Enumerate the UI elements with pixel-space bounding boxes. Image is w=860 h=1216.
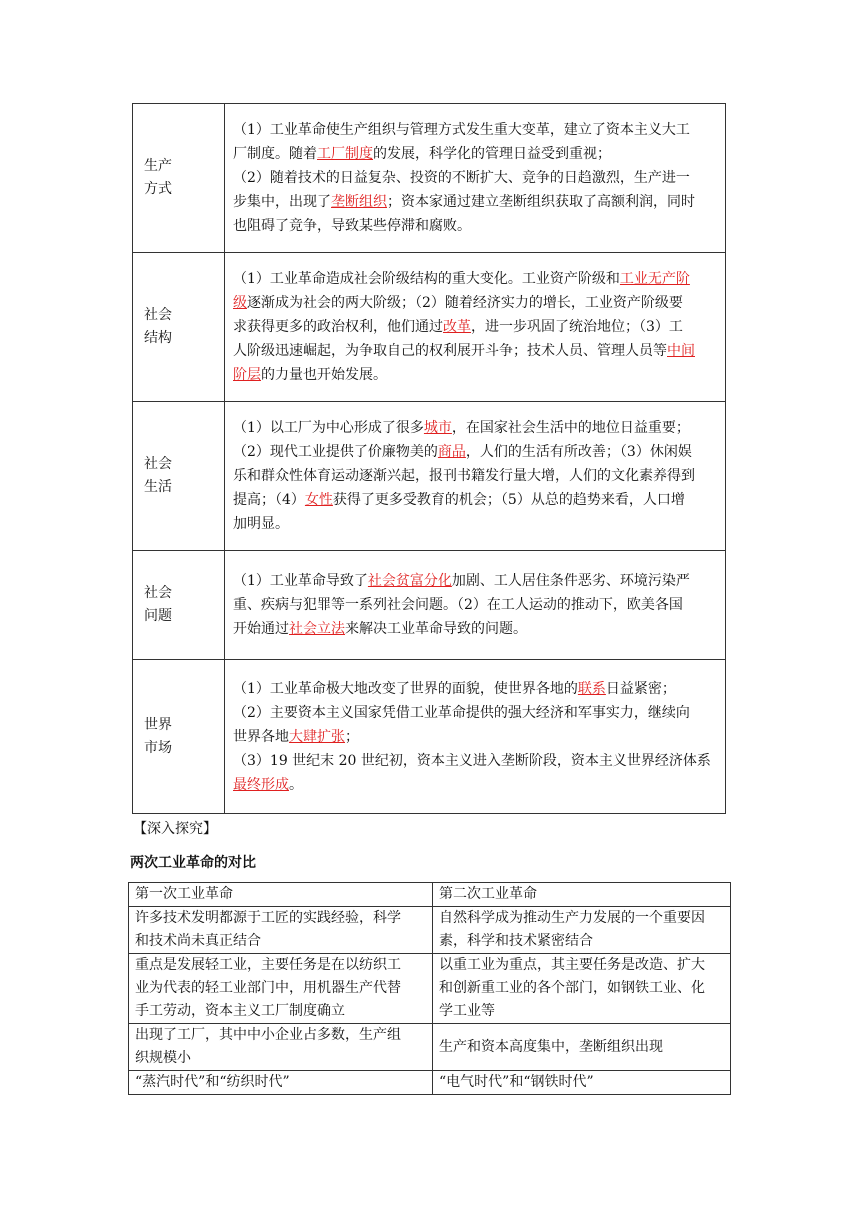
cell-line: 和技术尚未真正结合 (135, 933, 261, 949)
text-segment: （1）工业革命极大地改变了世界的面貌，使世界各地的 (233, 680, 578, 697)
text-segment: 加剧、工人居住条件恶劣、环境污染严 (451, 573, 690, 589)
row-content (225, 660, 726, 814)
content-line (233, 166, 719, 190)
row-content (225, 551, 726, 660)
text-segment: 人阶级迅速崛起，为争取自己的权利展开斗争；技术人员、管理人员等 (233, 343, 667, 359)
cell-line: “电气时代”和“钢铁时代” (439, 1074, 594, 1090)
content-line (233, 339, 719, 363)
text-segment: 日益紧密； (605, 680, 676, 697)
text-segment: 重、疾病与犯罪等一系列社会问题。（2）在工人运动的推动下，欧美各国 (233, 597, 683, 613)
comparison-row (129, 907, 731, 954)
content-line (233, 440, 719, 464)
cell-line: “蒸汽时代”和“纺织时代” (135, 1074, 290, 1090)
table-row-world-market (133, 660, 726, 814)
content-line (233, 142, 719, 166)
content-line (233, 677, 719, 701)
text-segment: 也阻碍了竞争，导致某些停滞和腐败。 (233, 218, 471, 234)
content-line (233, 118, 719, 142)
text-segment: （1）工业革命导致了 (233, 573, 368, 589)
second-revolution-cell (433, 1024, 731, 1071)
comparison-row (129, 1024, 731, 1071)
row-content (225, 104, 726, 253)
text-segment: 来解决工业革命导致的问题。 (345, 621, 527, 637)
text-segment: 的力量也开始发展。 (261, 367, 387, 383)
text-segment: ，进一步巩固了统治地位；（3）工 (471, 319, 683, 335)
second-revolution-cell (433, 954, 731, 1024)
content-line (233, 512, 719, 536)
content-line (233, 749, 719, 773)
row-label: 社会 结构 (133, 253, 225, 402)
text-segment: 获得了更多受教育的机会；（5）从总的趋势来看，人口增 (332, 492, 685, 508)
highlighted-term: 中间 (667, 343, 695, 359)
content-line (233, 488, 719, 512)
highlighted-term: 工业无产阶 (619, 271, 690, 287)
comparison-row (129, 954, 731, 1024)
cell-line: 以重工业为重点，其主要任务是改造、扩大 (439, 957, 705, 973)
text-segment: 厂制度。随着 (233, 146, 317, 162)
comparison-title: 两次工业革命的对比 (130, 855, 256, 871)
text-segment: ，人们的生活有所改善；（3）休闲娱 (465, 444, 692, 460)
row-label: 社会 生活 (133, 402, 225, 551)
content-line (233, 593, 719, 617)
content-line (233, 617, 719, 641)
text-segment: （2）主要资本主义国家凭借工业革命提供的强大经济和军事实力，继续向 (233, 704, 690, 721)
table-row-social-problems (133, 551, 726, 660)
text-segment: （1）工业革命使生产组织与管理方式发生重大变革，建立了资本主义大工 (233, 122, 690, 138)
cell-line: 学工业等 (439, 1003, 495, 1019)
text-segment: （2）随着技术的日益复杂、投资的不断扩大、竞争的日趋激烈，生产进一 (233, 170, 690, 186)
section-heading: 【深入探究】 (133, 821, 217, 837)
highlighted-term: 最终形成 (233, 776, 289, 793)
text-segment: ；资本家通过建立垄断组织获取了高额利润，同时 (387, 194, 695, 210)
second-revolution-cell (433, 1071, 731, 1095)
text-segment: 世界各地 (233, 728, 289, 745)
text-segment: 求获得更多的政治权利，他们通过 (233, 319, 443, 335)
highlighted-term: 阶层 (233, 367, 261, 383)
content-line (233, 464, 719, 488)
cell-line: 自然科学成为推动生产力发展的一个重要因 (439, 910, 705, 926)
highlighted-term: 城市 (423, 420, 452, 436)
first-revolution-cell (129, 1071, 433, 1095)
text-segment: （1）以工厂为中心形成了很多 (233, 420, 424, 436)
text-segment: 。 (289, 776, 303, 793)
content-line (233, 569, 719, 593)
text-segment: 加明显。 (233, 516, 289, 532)
content-line (233, 416, 719, 440)
highlighted-term: 联系 (577, 680, 606, 697)
highlighted-term: 垄断组织 (331, 194, 387, 210)
highlighted-term: 社会立法 (289, 621, 345, 637)
table-row-social-life (133, 402, 726, 551)
cell-line: 生产和资本高度集中，垄断组织出现 (439, 1038, 663, 1055)
highlighted-term: 大肆扩张 (289, 728, 345, 745)
table-row-production (133, 104, 726, 253)
cell-line: 许多技术发明都源于工匠的实践经验，科学 (135, 910, 401, 926)
text-segment: ，在国家社会生活中的地位日益重要； (451, 420, 690, 436)
cell-line: 和创新重工业的各个部门，如钢铁工业、化 (439, 980, 705, 996)
first-revolution-cell (129, 883, 433, 907)
comparison-row (129, 1071, 731, 1095)
content-line (233, 363, 719, 387)
text-segment: 乐和群众性体育运动逐渐兴起，报刊书籍发行量大增，人们的文化素养得到 (233, 468, 695, 484)
text-segment: 的发展，科学化的管理日益受到重视； (373, 146, 611, 162)
cell-line: 第一次工业革命 (135, 886, 233, 902)
highlighted-term: 女性 (304, 492, 333, 508)
row-label: 生产 方式 (133, 104, 225, 253)
first-revolution-cell (129, 1024, 433, 1071)
content-line (233, 214, 719, 238)
highlighted-term: 社会贫富分化 (367, 573, 452, 589)
cell-line: 织规模小 (135, 1050, 191, 1066)
first-revolution-cell (129, 907, 433, 954)
highlighted-term: 级 (233, 295, 247, 311)
text-segment: 逐渐成为社会的两大阶级；（2）随着经济实力的增长，工业资产阶级要 (247, 295, 683, 311)
text-segment: （2）现代工业提供了价廉物美的 (233, 444, 438, 460)
row-label: 社会 问题 (133, 551, 225, 660)
text-segment: ； (345, 728, 359, 745)
text-segment: 提高；（4） (233, 492, 305, 508)
cell-line: 手工劳动，资本主义工厂制度确立 (135, 1003, 345, 1019)
content-line (233, 267, 719, 291)
row-label: 世界 市场 (133, 660, 225, 814)
row-content (225, 402, 726, 551)
content-line (233, 190, 719, 214)
cell-line: 素，科学和技术紧密结合 (439, 933, 593, 949)
comparison-table (128, 882, 731, 1095)
table-row-social-structure (133, 253, 726, 402)
cell-line: 出现了工厂，其中中小企业占多数，生产组 (135, 1027, 401, 1043)
cell-line: 业为代表的轻工业部门中，用机器生产代替 (135, 980, 401, 996)
text-segment: 步集中，出现了 (233, 194, 331, 210)
text-segment: （3）19 世纪末 20 世纪初，资本主义进入垄断阶段，资本主义世界经济体系 (233, 752, 711, 769)
second-revolution-cell (433, 907, 731, 954)
content-line (233, 315, 719, 339)
text-segment: （1）工业革命造成社会阶级结构的重大变化。工业资产阶级和 (233, 271, 620, 287)
content-line (233, 291, 719, 315)
text-segment: 开始通过 (233, 621, 289, 637)
highlighted-term: 工厂制度 (317, 146, 373, 162)
content-line (233, 701, 719, 725)
second-revolution-cell (433, 883, 731, 907)
cell-line: 重点是发展轻工业，主要任务是在以纺织工 (135, 957, 401, 973)
highlighted-term: 改革 (443, 319, 471, 335)
first-revolution-cell (129, 954, 433, 1024)
row-content (225, 253, 726, 402)
content-line (233, 773, 719, 797)
cell-line: 第二次工业革命 (439, 886, 537, 902)
comparison-header-row (129, 883, 731, 907)
characteristics-table (132, 103, 726, 814)
content-line (233, 725, 719, 749)
highlighted-term: 商品 (437, 444, 466, 460)
